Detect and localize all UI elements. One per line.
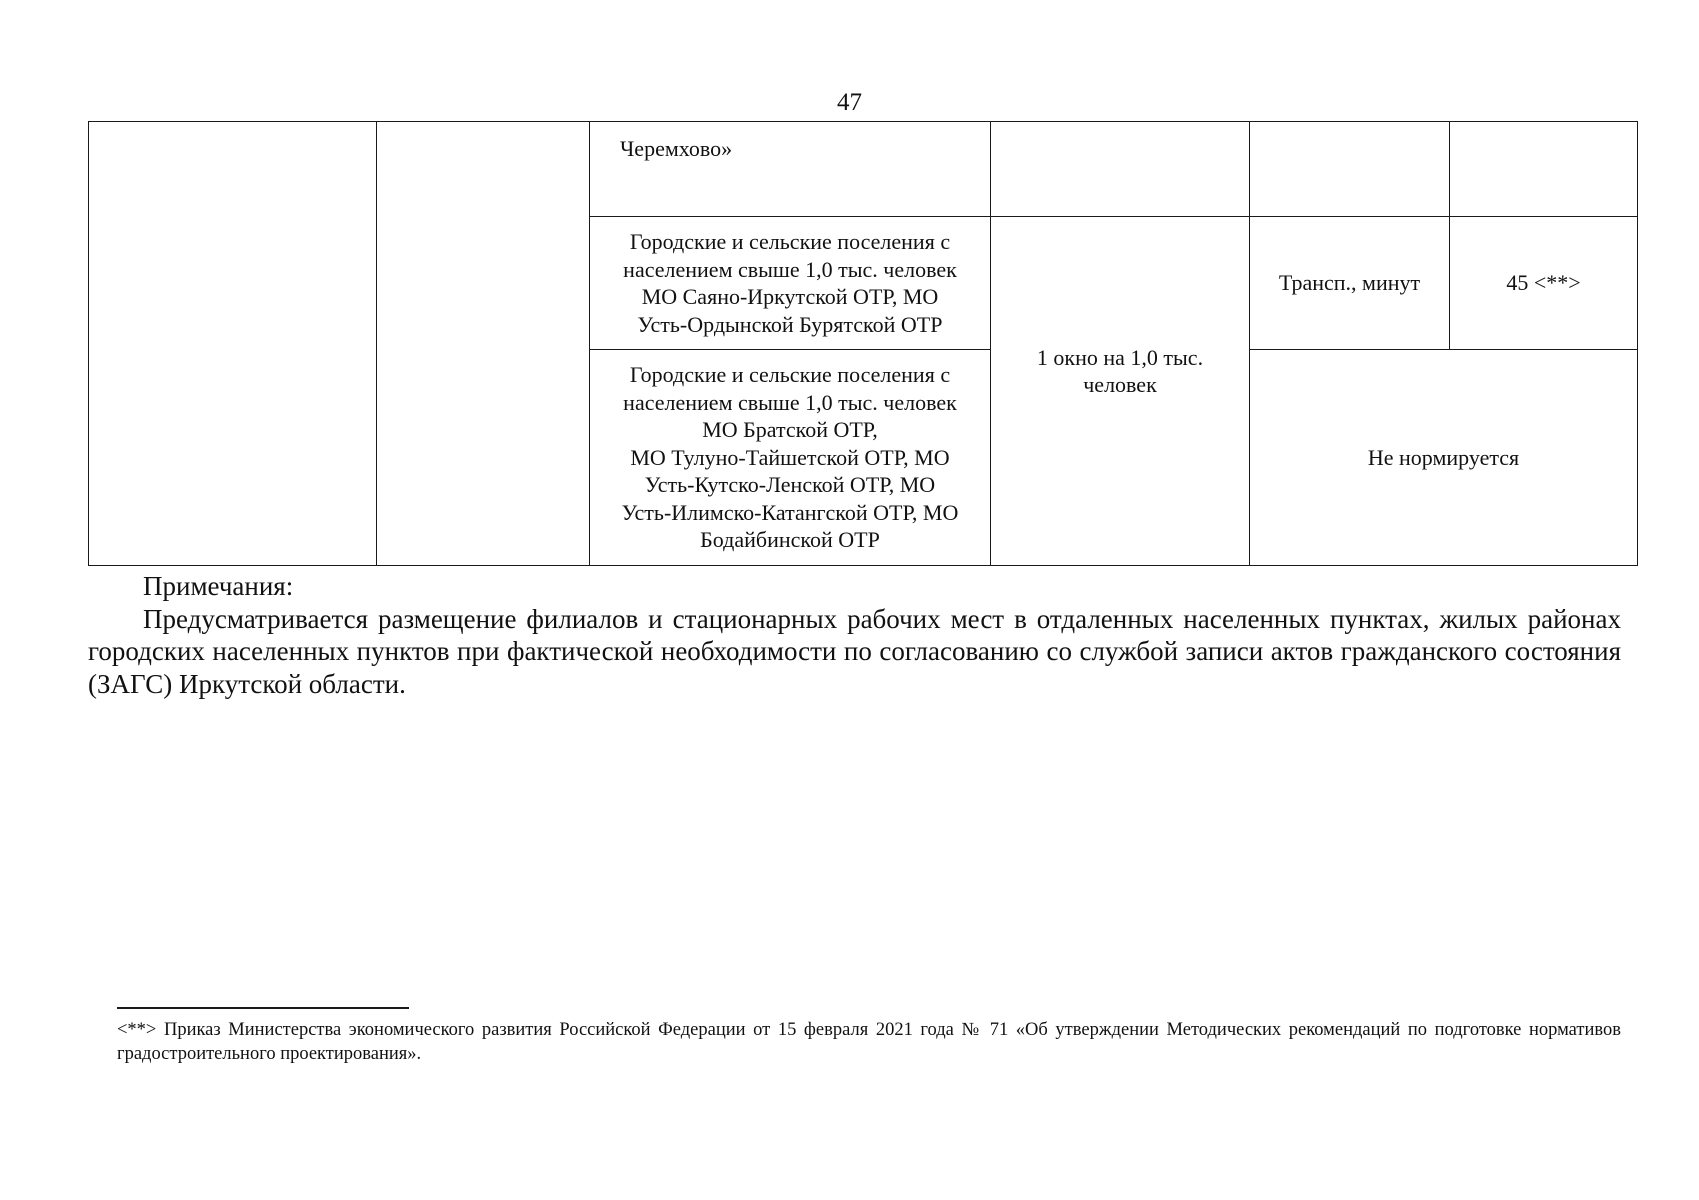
table-cell-empty-col2 bbox=[377, 122, 590, 566]
settlement-group-1-text: Городские и сельские поселения с населением свыше 1,0 тыс. человек МО Саяно-Иркутской ОТР, МО Усть-Ордынской Бурятской ОТР bbox=[623, 229, 957, 337]
table-cell-empty-col1 bbox=[89, 122, 377, 566]
table-cell-norm bbox=[991, 217, 1250, 566]
table-cell-settlement-group-1 bbox=[590, 217, 991, 350]
notes-section bbox=[88, 570, 1621, 700]
table-cell-accessibility-value bbox=[1450, 217, 1638, 350]
norm-text: 1 окно на 1,0 тыс. человек bbox=[1036, 344, 1204, 397]
settlement-group-2-text: Городские и сельские поселения с населением свыше 1,0 тыс. человек МО Братской ОТР, МО Тулуно-Тайшетской ОТР, МО Усть-Кутско-Ленской ОТР, МО Усть-Илимско-Катангской ОТР, МО Бодайбинской ОТР bbox=[621, 362, 959, 553]
table-cell-accessibility-type bbox=[1250, 217, 1450, 350]
notes-title: Примечания: bbox=[143, 571, 294, 601]
page-number: 47 bbox=[837, 89, 862, 116]
accessibility-value-text: 45 <**> bbox=[1506, 270, 1581, 296]
accessibility-type-text: Трансп., минут bbox=[1278, 270, 1421, 296]
not-normed-text: Не нормируется bbox=[1367, 444, 1520, 470]
notes-body: Предусматривается размещение филиалов и стационарных рабочих мест в отдаленных населенных пунктах, жилых районах городских населенных пунктов при фактической необходимости по согласованию со службой записи актов гражданского состояния (ЗАГС) Иркутской области. bbox=[88, 603, 1621, 699]
table-cell-empty bbox=[991, 122, 1250, 217]
footnote-divider bbox=[117, 1007, 409, 1009]
settlement-continuation-text: Черемхово» bbox=[620, 136, 733, 161]
footnote: <**> Приказ Министерства экономического развития Российской Федерации от 15 февраля 2021 года № 71 «Об утверждении Методических рекомендаций по подготовке нормативов градостроительного проектирования». bbox=[117, 1020, 1621, 1064]
table-row bbox=[89, 122, 1638, 217]
table-cell-not-normed bbox=[1250, 350, 1638, 566]
table-cell-settlement-continuation bbox=[590, 122, 991, 217]
table-cell-settlement-group-2 bbox=[590, 350, 991, 566]
table-cell-empty bbox=[1450, 122, 1638, 217]
table-cell-empty bbox=[1250, 122, 1450, 217]
standards-table bbox=[88, 121, 1638, 566]
